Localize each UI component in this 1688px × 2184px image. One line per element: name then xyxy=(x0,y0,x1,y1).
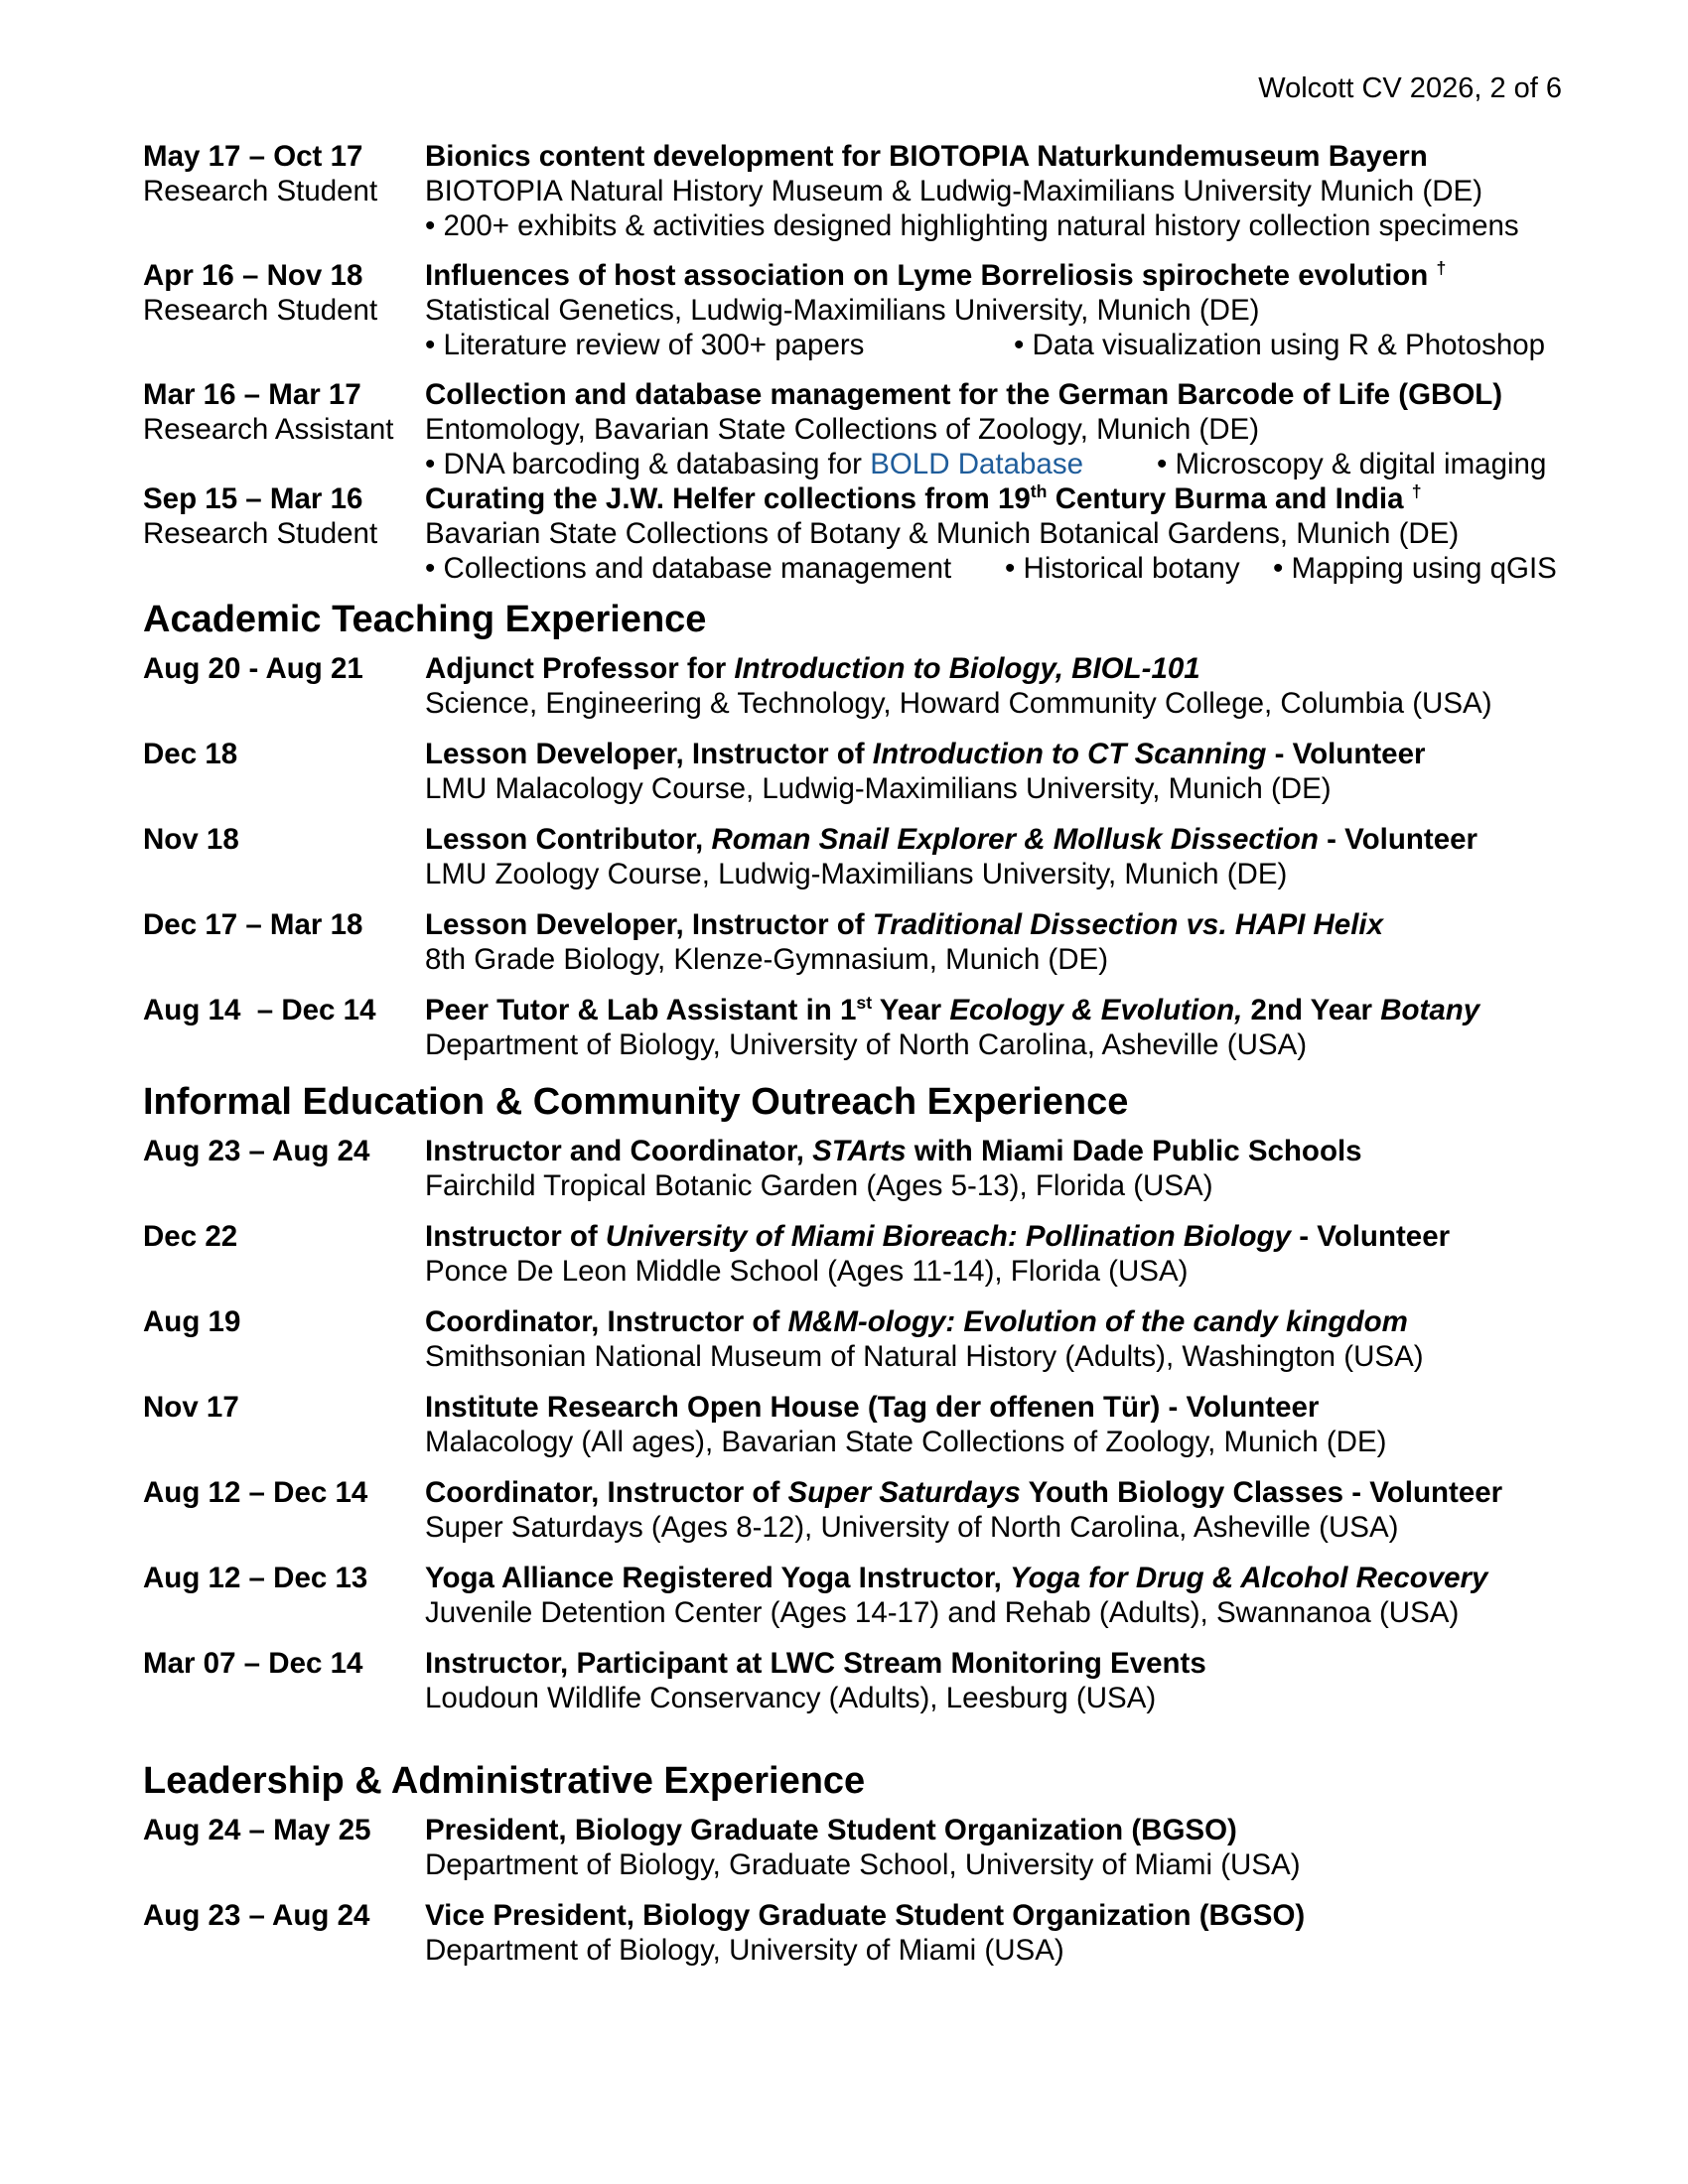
title-italic: Botany xyxy=(1380,994,1480,1026)
title-text: Influences of host association on Lyme Borreliosis spirochete evolution xyxy=(425,259,1429,292)
section-title-leadership: Leadership & Administrative Experience xyxy=(143,1760,866,1802)
teaching-entry xyxy=(143,907,1573,977)
bullet: • Mapping using qGIS xyxy=(1273,552,1557,585)
outreach-entry xyxy=(143,1219,1573,1289)
title-text: Adjunct Professor for xyxy=(425,652,735,685)
title-text: - Volunteer xyxy=(1291,1220,1451,1253)
entry-date: Aug 14 – Dec 14 xyxy=(143,994,376,1026)
entry-title xyxy=(425,993,1573,1027)
bullet xyxy=(425,447,1157,481)
leadership-entry xyxy=(143,1813,1573,1882)
entry-detail: LMU Zoology Course, Ludwig-Maximilians University, Munich (DE) xyxy=(425,858,1288,890)
entry-date: Mar 16 – Mar 17 xyxy=(143,378,361,411)
title-italic: Traditional Dissection vs. HAPI Helix xyxy=(872,908,1384,941)
entry-detail: Science, Engineering & Technology, Howard Community College, Columbia (USA) xyxy=(425,687,1492,720)
entry-detail: Super Saturdays (Ages 8-12), University of North Carolina, Asheville (USA) xyxy=(425,1511,1399,1544)
title-text: Instructor and Coordinator, xyxy=(425,1135,813,1167)
entry-date: Apr 16 – Nov 18 xyxy=(143,259,363,292)
entry-date: Nov 17 xyxy=(143,1391,239,1424)
dagger-mark: † xyxy=(1436,258,1447,279)
entry-detail: 8th Grade Biology, Klenze-Gymnasium, Munich (DE) xyxy=(425,943,1109,976)
entry-title xyxy=(425,258,1573,293)
title-text: - Volunteer xyxy=(1266,738,1426,770)
entry-bullets xyxy=(425,328,1573,362)
outreach-entry xyxy=(143,1304,1573,1374)
outreach-entry xyxy=(143,1561,1573,1630)
entry-date: Aug 24 – May 25 xyxy=(143,1814,371,1846)
entry-date: Aug 23 – Aug 24 xyxy=(143,1135,370,1167)
bullet: • 200+ exhibits & activities designed highlighting natural history collection specimens xyxy=(425,209,1519,242)
entry-detail: Loudoun Wildlife Conservancy (Adults), Leesburg (USA) xyxy=(425,1682,1157,1714)
section-title-outreach: Informal Education & Community Outreach Experience xyxy=(143,1081,1129,1123)
title-italic: Roman Snail Explorer & Mollusk Dissection xyxy=(711,823,1319,856)
research-entry-biotopia xyxy=(143,139,1573,243)
outreach-entry xyxy=(143,1475,1573,1545)
title-italic: STArts xyxy=(812,1135,907,1167)
title-text: with Miami Dade Public Schools xyxy=(906,1135,1362,1167)
teaching-entry xyxy=(143,737,1573,806)
entry-date: Nov 18 xyxy=(143,823,239,856)
entry-date: Aug 19 xyxy=(143,1305,241,1338)
cv-content xyxy=(143,139,1573,1968)
entry-title xyxy=(425,1646,1573,1681)
entry-title xyxy=(425,1134,1573,1168)
title-italic: M&M-ology: Evolution of the candy kingdom xyxy=(787,1305,1408,1338)
ordinal-suffix: st xyxy=(856,993,873,1014)
entry-date: Aug 12 – Dec 14 xyxy=(143,1476,368,1509)
entry-institution: Entomology, Bavarian State Collections of Zoology, Munich (DE) xyxy=(425,413,1260,446)
entry-detail: Department of Biology, University of Miami (USA) xyxy=(425,1934,1064,1967)
title-italic: University of Miami Bioreach: Pollination Biology xyxy=(605,1220,1291,1253)
entry-date: Dec 18 xyxy=(143,738,238,770)
title-text: Year xyxy=(872,994,950,1026)
section-title-teaching: Academic Teaching Experience xyxy=(143,599,707,640)
entry-role: Research Student xyxy=(143,517,378,550)
entry-role: Research Student xyxy=(143,175,378,207)
title-text: Instructor, Participant at LWC Stream Monitoring Events xyxy=(425,1647,1206,1680)
entry-role: Research Student xyxy=(143,294,378,327)
entry-bullets xyxy=(425,447,1573,481)
title-text: Youth Biology Classes - Volunteer xyxy=(1020,1476,1503,1509)
entry-detail: Department of Biology, University of North Carolina, Asheville (USA) xyxy=(425,1028,1308,1061)
entry-title: Vice President, Biology Graduate Student Organization (BGSO) xyxy=(425,1899,1306,1932)
entry-title xyxy=(425,1304,1573,1339)
title-text: Century Burma and India xyxy=(1047,482,1404,515)
entry-detail: LMU Malacology Course, Ludwig-Maximilians University, Munich (DE) xyxy=(425,772,1332,805)
title-italic: Introduction to Biology, BIOL-101 xyxy=(734,652,1200,685)
entry-bullets xyxy=(425,208,1573,243)
bold-database-link[interactable]: BOLD Database xyxy=(870,448,1083,480)
entry-title xyxy=(425,907,1573,942)
entry-detail: Ponce De Leon Middle School (Ages 11-14), Florida (USA) xyxy=(425,1255,1189,1288)
entry-date: Aug 20 - Aug 21 xyxy=(143,652,363,685)
title-text: Instructor of xyxy=(425,1220,606,1253)
entry-date: Aug 12 – Dec 13 xyxy=(143,1562,368,1594)
research-entry-lyme xyxy=(143,258,1573,362)
bullet: • Microscopy & digital imaging xyxy=(1157,448,1547,480)
page-header: Wolcott CV 2026, 2 of 6 xyxy=(1258,72,1562,104)
entry-title xyxy=(425,1475,1573,1510)
entry-title xyxy=(425,651,1573,686)
bullet: • Data visualization using R & Photoshop xyxy=(1014,329,1546,361)
entry-title: Collection and database management for the German Barcode of Life (GBOL) xyxy=(425,378,1503,411)
entry-institution: Statistical Genetics, Ludwig-Maximilians University, Munich (DE) xyxy=(425,294,1260,327)
title-text: Yoga Alliance Registered Yoga Instructor, xyxy=(425,1562,1011,1594)
entry-title: President, Biology Graduate Student Organization (BGSO) xyxy=(425,1814,1237,1846)
outreach-entry xyxy=(143,1646,1573,1715)
entry-institution: BIOTOPIA Natural History Museum & Ludwig-Maximilians University Munich (DE) xyxy=(425,175,1483,207)
bullet-text: • DNA barcoding & databasing for xyxy=(425,448,871,480)
title-text: Coordinator, Instructor of xyxy=(425,1476,788,1509)
entry-date: Sep 15 – Mar 16 xyxy=(143,482,363,515)
entry-role: Research Assistant xyxy=(143,413,394,446)
entry-institution: Bavarian State Collections of Botany & Munich Botanical Gardens, Munich (DE) xyxy=(425,517,1460,550)
title-italic: Super Saturdays xyxy=(787,1476,1021,1509)
research-entry-helfer xyxy=(143,481,1573,586)
entry-date: Mar 07 – Dec 14 xyxy=(143,1647,363,1680)
entry-bullets xyxy=(425,551,1573,586)
entry-title xyxy=(425,1219,1573,1254)
title-text: Institute Research Open House (Tag der offenen Tür) - Volunteer xyxy=(425,1391,1320,1424)
title-italic: Introduction to CT Scanning xyxy=(872,738,1267,770)
outreach-entry xyxy=(143,1134,1573,1203)
entry-title xyxy=(425,481,1573,516)
entry-title xyxy=(425,1390,1573,1425)
entry-detail: Smithsonian National Museum of Natural History (Adults), Washington (USA) xyxy=(425,1340,1424,1373)
title-italic: Yoga for Drug & Alcohol Recovery xyxy=(1010,1562,1488,1594)
entry-date: Dec 22 xyxy=(143,1220,238,1253)
teaching-entry-peer-tutor xyxy=(143,993,1573,1062)
title-text: Lesson Developer, Instructor of xyxy=(425,738,873,770)
title-text: 2nd Year xyxy=(1242,994,1381,1026)
entry-title: Bionics content development for BIOTOPIA Naturkundemuseum Bayern xyxy=(425,140,1428,173)
outreach-entry xyxy=(143,1390,1573,1459)
bullet: • Historical botany xyxy=(1005,552,1240,585)
entry-title xyxy=(425,822,1573,857)
bullet: • Collections and database management xyxy=(425,552,952,585)
title-text: Lesson Developer, Instructor of xyxy=(425,908,873,941)
title-italic: Ecology & Evolution, xyxy=(949,994,1243,1026)
title-text: - Volunteer xyxy=(1318,823,1477,856)
entry-title xyxy=(425,737,1573,771)
entry-date: Aug 23 – Aug 24 xyxy=(143,1899,370,1932)
entry-title xyxy=(425,1561,1573,1595)
entry-date: Dec 17 – Mar 18 xyxy=(143,908,363,941)
entry-detail: Juvenile Detention Center (Ages 14-17) and Rehab (Adults), Swannanoa (USA) xyxy=(425,1596,1460,1629)
teaching-entry xyxy=(143,651,1573,721)
title-text: Lesson Contributor, xyxy=(425,823,712,856)
title-text: Peer Tutor & Lab Assistant in 1 xyxy=(425,994,857,1026)
entry-detail: Department of Biology, Graduate School, University of Miami (USA) xyxy=(425,1848,1301,1881)
dagger-mark: † xyxy=(1411,481,1422,502)
entry-date: May 17 – Oct 17 xyxy=(143,140,363,173)
teaching-entry xyxy=(143,822,1573,891)
ordinal-suffix: th xyxy=(1030,481,1048,502)
entry-detail: Malacology (All ages), Bavarian State Collections of Zoology, Munich (DE) xyxy=(425,1426,1387,1458)
entry-detail: Fairchild Tropical Botanic Garden (Ages 5-13), Florida (USA) xyxy=(425,1169,1213,1202)
title-text: Curating the J.W. Helfer collections from 19 xyxy=(425,482,1031,515)
leadership-entry xyxy=(143,1898,1573,1968)
research-entry-gbol xyxy=(143,377,1573,481)
title-text: Coordinator, Instructor of xyxy=(425,1305,788,1338)
bullet: • Literature review of 300+ papers xyxy=(425,329,865,361)
